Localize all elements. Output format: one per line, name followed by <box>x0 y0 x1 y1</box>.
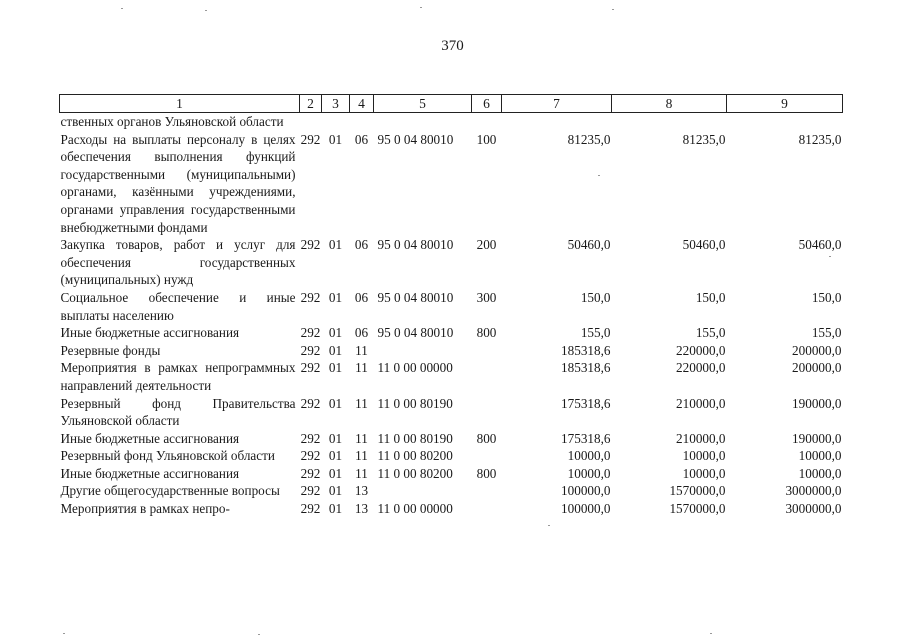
row-value-col9-cell: 190000,0 <box>792 395 842 411</box>
row-value-col8-cell: 155,0 <box>695 325 726 341</box>
row-subsection-cell: 06 <box>354 237 369 253</box>
row-target-article-cell: 11 0 00 00000 <box>377 501 453 517</box>
row-name-cell: Иные бюджетные ассигнования <box>60 325 240 341</box>
scan-speck <box>829 256 831 257</box>
scan-speck <box>121 8 123 9</box>
row-admin-cell <box>300 113 322 131</box>
row-target-article-cell: 95 0 04 80010 <box>377 325 454 341</box>
row-expense-type-cell <box>472 500 502 518</box>
table-row <box>60 131 843 237</box>
page-number: 370 <box>441 38 464 54</box>
table-row <box>60 236 843 289</box>
row-section-cell: 01 <box>328 501 343 517</box>
scan-speck <box>598 175 600 176</box>
table-body <box>60 113 843 518</box>
row-target-article-cell: 11 0 00 80190 <box>377 395 453 411</box>
row-name-cell: Мероприятия в рамках непрограммных направлений деятельности <box>60 360 296 393</box>
row-value-col9-cell <box>727 113 843 131</box>
scan-speck <box>63 633 65 634</box>
row-section-cell: 01 <box>328 395 343 411</box>
row-name-cell: Иные бюджетные ассигнования <box>60 430 240 446</box>
row-value-col8-cell: 10000,0 <box>682 465 726 481</box>
budget-table <box>59 94 843 518</box>
row-expense-type-cell <box>472 395 502 430</box>
row-expense-type-cell <box>472 342 502 360</box>
row-subsection-cell <box>350 113 374 131</box>
row-value-col9-cell: 190000,0 <box>792 430 842 446</box>
row-value-col9-cell: 10000,0 <box>798 448 842 464</box>
table-row <box>60 289 843 324</box>
row-section-cell: 01 <box>328 465 343 481</box>
row-subsection-cell: 06 <box>354 289 369 305</box>
row-value-col9-cell: 150,0 <box>811 289 842 305</box>
scan-speck <box>205 10 207 11</box>
row-value-col8-cell: 1570000,0 <box>669 501 726 517</box>
row-value-col9-cell: 3000000,0 <box>785 501 842 517</box>
scan-speck <box>258 634 260 635</box>
table-row <box>60 395 843 430</box>
row-value-col9-cell: 200000,0 <box>792 342 842 358</box>
row-expense-type-cell <box>472 447 502 465</box>
row-expense-type-cell <box>472 482 502 500</box>
row-value-col7-cell: 175318,6 <box>561 430 611 446</box>
row-admin-cell: 292 <box>300 131 321 147</box>
row-value-col7-cell: 155,0 <box>580 325 611 341</box>
row-admin-cell: 292 <box>300 483 321 499</box>
header-cell-target-article: 5 <box>374 95 472 113</box>
row-section-cell: 01 <box>328 360 343 376</box>
row-value-col9-cell: 10000,0 <box>798 465 842 481</box>
row-section-cell: 01 <box>328 237 343 253</box>
row-admin-cell: 292 <box>300 360 321 376</box>
header-cell-section: 3 <box>322 95 350 113</box>
row-value-col8-cell: 50460,0 <box>682 237 726 253</box>
row-expense-type-cell <box>472 113 502 131</box>
row-section-cell: 01 <box>328 325 343 341</box>
row-value-col7-cell <box>502 113 612 131</box>
row-value-col7-cell: 100000,0 <box>561 501 611 517</box>
row-expense-type-cell <box>472 359 502 394</box>
row-subsection-cell: 06 <box>354 325 369 341</box>
row-name-cell: Расходы на выплаты персоналу в целях обеспечения выполнения функций государственными (муниципальными) органами, казёнными учреждениями, органами управления государственными внебюджетными фондами <box>60 131 296 235</box>
scan-speck <box>548 525 550 526</box>
header-cell-admin: 2 <box>300 95 322 113</box>
row-section-cell: 01 <box>328 483 343 499</box>
row-value-col7-cell: 81235,0 <box>567 131 611 147</box>
row-value-col8-cell: 150,0 <box>695 289 726 305</box>
table-row <box>60 500 843 518</box>
row-value-col7-cell: 10000,0 <box>567 465 611 481</box>
row-admin-cell: 292 <box>300 501 321 517</box>
row-name-cell: Мероприятия в рамках непро- <box>60 501 230 517</box>
row-value-col9-cell: 3000000,0 <box>785 483 842 499</box>
row-value-col7-cell: 185318,6 <box>561 360 611 376</box>
row-section-cell <box>322 113 350 131</box>
row-admin-cell: 292 <box>300 237 321 253</box>
row-value-col8-cell <box>612 113 727 131</box>
row-subsection-cell: 11 <box>355 430 368 446</box>
row-section-cell: 01 <box>328 289 343 305</box>
row-value-col7-cell: 175318,6 <box>561 395 611 411</box>
header-cell-name: 1 <box>60 95 300 113</box>
row-subsection-cell: 11 <box>355 360 368 376</box>
table-row <box>60 430 843 448</box>
row-name-cell: ственных органов Ульяновской области <box>60 114 284 129</box>
table-row <box>60 359 843 394</box>
row-admin-cell: 292 <box>300 448 321 464</box>
row-value-col8-cell: 210000,0 <box>676 395 726 411</box>
header-cell-col8: 8 <box>612 95 727 113</box>
row-target-article-cell <box>374 482 472 500</box>
scan-speck <box>710 633 712 634</box>
header-cell-subsection: 4 <box>350 95 374 113</box>
row-value-col8-cell: 81235,0 <box>682 131 726 147</box>
table-row <box>60 324 843 342</box>
row-expense-type-cell: 800 <box>476 465 497 481</box>
row-subsection-cell: 13 <box>354 483 369 499</box>
row-section-cell: 01 <box>328 448 343 464</box>
row-target-article-cell: 95 0 04 80010 <box>377 131 454 147</box>
row-admin-cell: 292 <box>300 342 321 358</box>
row-target-article-cell: 95 0 04 80010 <box>377 289 454 305</box>
scan-speck <box>420 7 422 8</box>
row-section-cell: 01 <box>328 342 343 358</box>
row-expense-type-cell: 800 <box>476 325 497 341</box>
row-value-col7-cell: 100000,0 <box>561 483 611 499</box>
row-name-cell: Иные бюджетные ассигнования <box>60 465 240 481</box>
header-cell-col9: 9 <box>727 95 843 113</box>
row-value-col7-cell: 10000,0 <box>567 448 611 464</box>
row-name-cell: Закупка товаров, работ и услуг для обеспечения государственных (муниципальных) нужд <box>60 237 296 288</box>
row-target-article-cell <box>374 113 472 131</box>
row-section-cell: 01 <box>328 430 343 446</box>
row-target-article-cell <box>374 342 472 360</box>
row-target-article-cell: 11 0 00 00000 <box>377 360 453 376</box>
row-target-article-cell: 11 0 00 80200 <box>377 465 453 481</box>
row-value-col9-cell: 200000,0 <box>792 360 842 376</box>
row-value-col8-cell: 210000,0 <box>676 430 726 446</box>
row-name-cell: Резервный фонд Ульяновской области <box>60 448 275 464</box>
row-expense-type-cell: 200 <box>476 237 497 253</box>
row-section-cell: 01 <box>328 131 343 147</box>
row-value-col8-cell: 10000,0 <box>682 448 726 464</box>
row-admin-cell: 292 <box>300 395 321 411</box>
row-expense-type-cell: 300 <box>476 289 497 305</box>
row-value-col8-cell: 220000,0 <box>676 342 726 358</box>
table-row <box>60 342 843 360</box>
row-subsection-cell: 13 <box>354 501 369 517</box>
table-row <box>60 113 843 131</box>
table-row <box>60 482 843 500</box>
table-row <box>60 447 843 465</box>
row-value-col7-cell: 50460,0 <box>567 237 611 253</box>
row-admin-cell: 292 <box>300 289 321 305</box>
row-admin-cell: 292 <box>300 325 321 341</box>
row-value-col9-cell: 155,0 <box>811 325 842 341</box>
row-expense-type-cell: 100 <box>476 131 497 147</box>
row-name-cell: Резервный фонд Правительства Ульяновской области <box>60 395 296 429</box>
row-target-article-cell: 95 0 04 80010 <box>377 237 454 253</box>
row-target-article-cell: 11 0 00 80200 <box>377 448 453 464</box>
row-value-col7-cell: 185318,6 <box>561 342 611 358</box>
row-value-col9-cell: 50460,0 <box>798 237 842 253</box>
row-subsection-cell: 06 <box>354 131 369 147</box>
row-value-col9-cell: 81235,0 <box>798 131 842 147</box>
row-admin-cell: 292 <box>300 465 321 481</box>
row-value-col8-cell: 220000,0 <box>676 360 726 376</box>
row-value-col8-cell: 1570000,0 <box>669 483 726 499</box>
row-subsection-cell: 11 <box>355 395 368 411</box>
scan-speck <box>612 9 614 10</box>
header-row <box>60 95 843 113</box>
header-cell-expense-type: 6 <box>472 95 502 113</box>
row-subsection-cell: 11 <box>355 448 368 464</box>
table-row <box>60 465 843 483</box>
row-admin-cell: 292 <box>300 430 321 446</box>
row-name-cell: Другие общегосударственные вопросы <box>60 483 280 499</box>
row-name-cell: Резервные фонды <box>60 342 161 358</box>
row-value-col7-cell: 150,0 <box>580 289 611 305</box>
row-subsection-cell: 11 <box>355 465 368 481</box>
table-header <box>60 95 843 113</box>
row-subsection-cell: 11 <box>355 342 368 358</box>
row-name-cell: Социальное обеспечение и иные выплаты населению <box>60 289 296 323</box>
row-target-article-cell: 11 0 00 80190 <box>377 430 453 446</box>
header-cell-col7: 7 <box>502 95 612 113</box>
row-expense-type-cell: 800 <box>476 430 497 446</box>
